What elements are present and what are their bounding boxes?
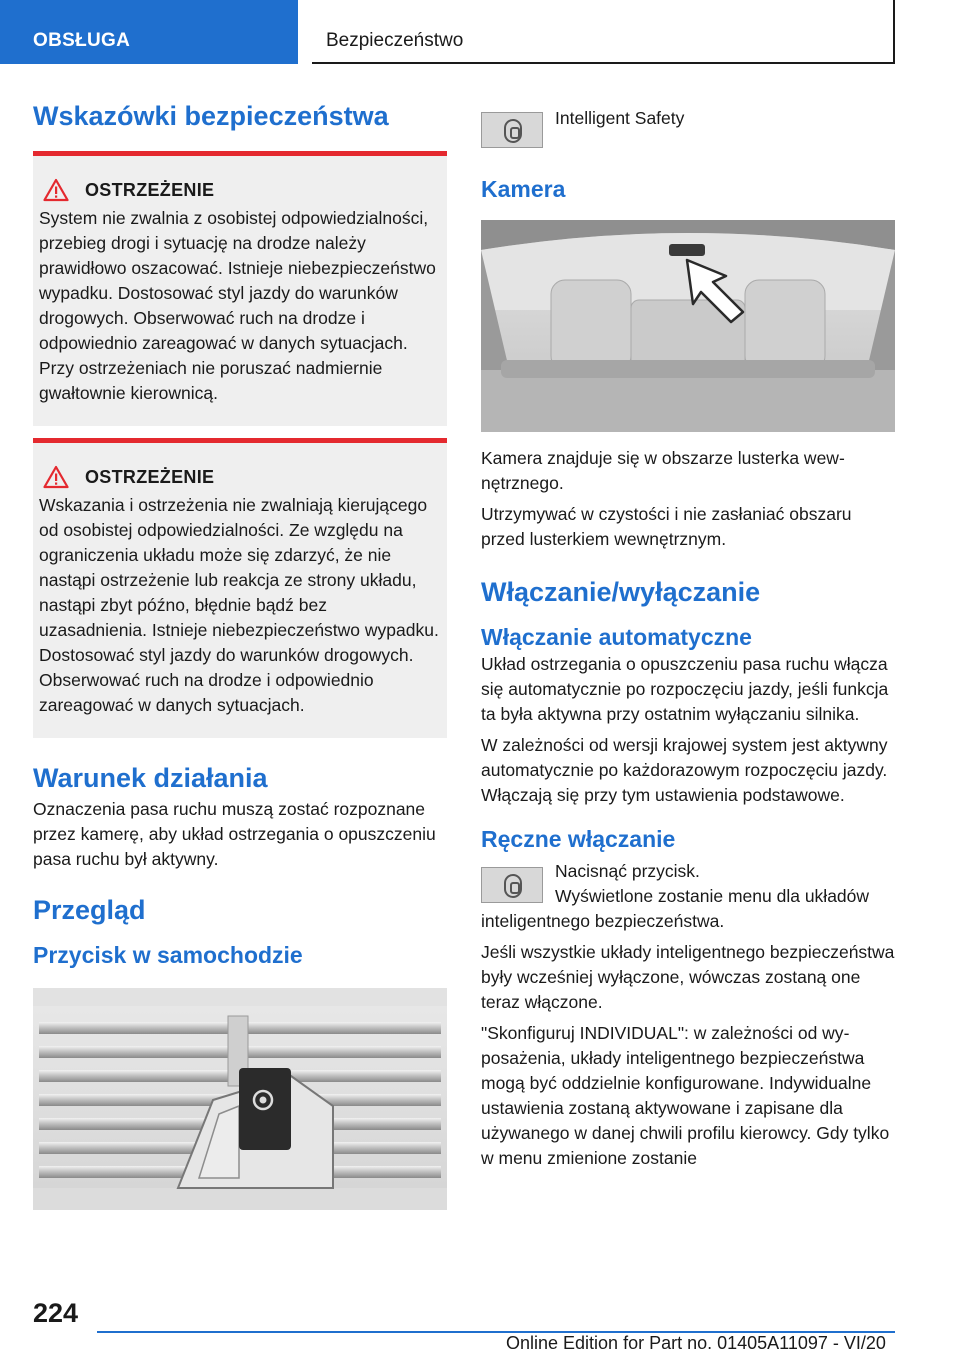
intelligent-safety-button-icon [481, 112, 543, 148]
warning-label: OSTRZEŻENIE [85, 179, 215, 200]
overview-heading: Przegląd [33, 894, 146, 925]
button-heading: Przycisk w samochodzie [33, 942, 303, 969]
right-column [481, 100, 895, 1171]
chapter-label: Bezpieczeństwo [326, 30, 464, 51]
manual-text-3: "Skonfiguruj INDIVIDUAL": w zależności od wyposażenia, układy inteligentnego bezpieczeństwa mogą być oddzielnie konfigurowane. Indywidualne ustawienia zostaną aktywowane i zapisane dla używanego w danej chwili profilu kierowcy. Gdy tylko w menu zmienione zostanie [481, 1023, 890, 1169]
camera-heading: Kamera [481, 176, 566, 202]
left-column [33, 100, 447, 1210]
manual-heading: Ręczne włączanie [481, 825, 676, 852]
section-label: OBSŁUGA [33, 30, 131, 51]
warning-label: OSTRZEŻENIE [85, 466, 215, 487]
auto-text-1: Układ ostrzegania o opuszczeniu pasa ruchu włącza się automatycznie po rozpoczęciu jazdy, jeśli funkcja ta była aktywna przy ostatnim wyłączaniu silnika. [481, 653, 889, 724]
warning-box-2 [33, 438, 447, 738]
camera-photo [481, 220, 895, 432]
auto-text-2: W zależności od wersji krajowej system jest aktywny automatycznie po każdorazowym rozpoczęciu jazdy. Włączają się przy tym ustawienia podstawowe. [481, 734, 888, 805]
condition-heading: Warunek działania [33, 763, 268, 794]
manual-text-2: Jeśli wszystkie układy inteligentnego bezpieczeństwa były wcześniej wyłączone, wówczas zostaną one teraz włączone. [481, 942, 895, 1013]
warning-text: Wskazania i ostrzeżenia nie zwalniają kierującego od osobistej odpowiedzialności. Ze względu na ograniczenia układu może się zdarzyć, że nie nastąpi ostrzeżenie lub reakcja ze strony układu, nastąpi zbyt późno, błędnie bądź bez uzasadnienia. Istnieje niebezpieczeństwo wypadku. Dostosować styl jazdy do warunków drogowych. Obserwować ruch na drodze i odpowiednio zareagować w danych sytuacjach. [39, 495, 439, 716]
section-tab [0, 0, 298, 64]
warning-triangle-icon [43, 465, 69, 489]
camera-text-2: Utrzymywać w czystości i nie zasłaniać obszaru przed lusterkiem wewnętrznym. [481, 503, 852, 549]
manual-step: Nacisnąć przycisk. [555, 861, 700, 882]
warning-text: System nie zwalnia z osobistej odpowiedzialności, przebieg drogi i sytuację na drodze należy prawidłowo oszacować. Istnieje niebezpieczeństwo wypadku. Dostosować styl jazdy do warunków drogowych. Obserwować ruch na drodze i odpowiednio zareagować w danych sytuacjach. Przy ostrzeżeniach nie poruszać nadmiernie gwałtownie kierownicą. [39, 208, 436, 404]
camera-text-1: Kamera znajduje się w obszarze lusterka wewnętrznego. [481, 447, 845, 493]
intelligent-safety-button-icon [481, 867, 543, 903]
safety-notes-title: Wskazówki bezpieczeństwa [33, 101, 389, 131]
onoff-heading: Włączanie/wyłączanie [481, 576, 761, 607]
warning-box-1 [33, 151, 447, 426]
button-photo [33, 988, 447, 1210]
intelligent-safety-label: Intelligent Safety [555, 108, 685, 128]
page-number: 224 [33, 1298, 79, 1328]
edition-text: Online Edition for Part no. 01405A11097 - VI/20 [506, 1333, 886, 1353]
chapter-tab [312, 0, 895, 64]
condition-text: Oznaczenia pasa ruchu muszą zostać rozpoznane przez kamerę, aby układ ostrzegania o opuszczeniu pasa ruchu był aktywny. [33, 798, 436, 869]
manual-text-1: Wyświetlone zostanie menu dla układów inteligentnego bezpieczeństwa. [481, 886, 870, 932]
warning-triangle-icon [43, 178, 69, 202]
auto-heading: Włączanie automatyczne [481, 623, 752, 650]
